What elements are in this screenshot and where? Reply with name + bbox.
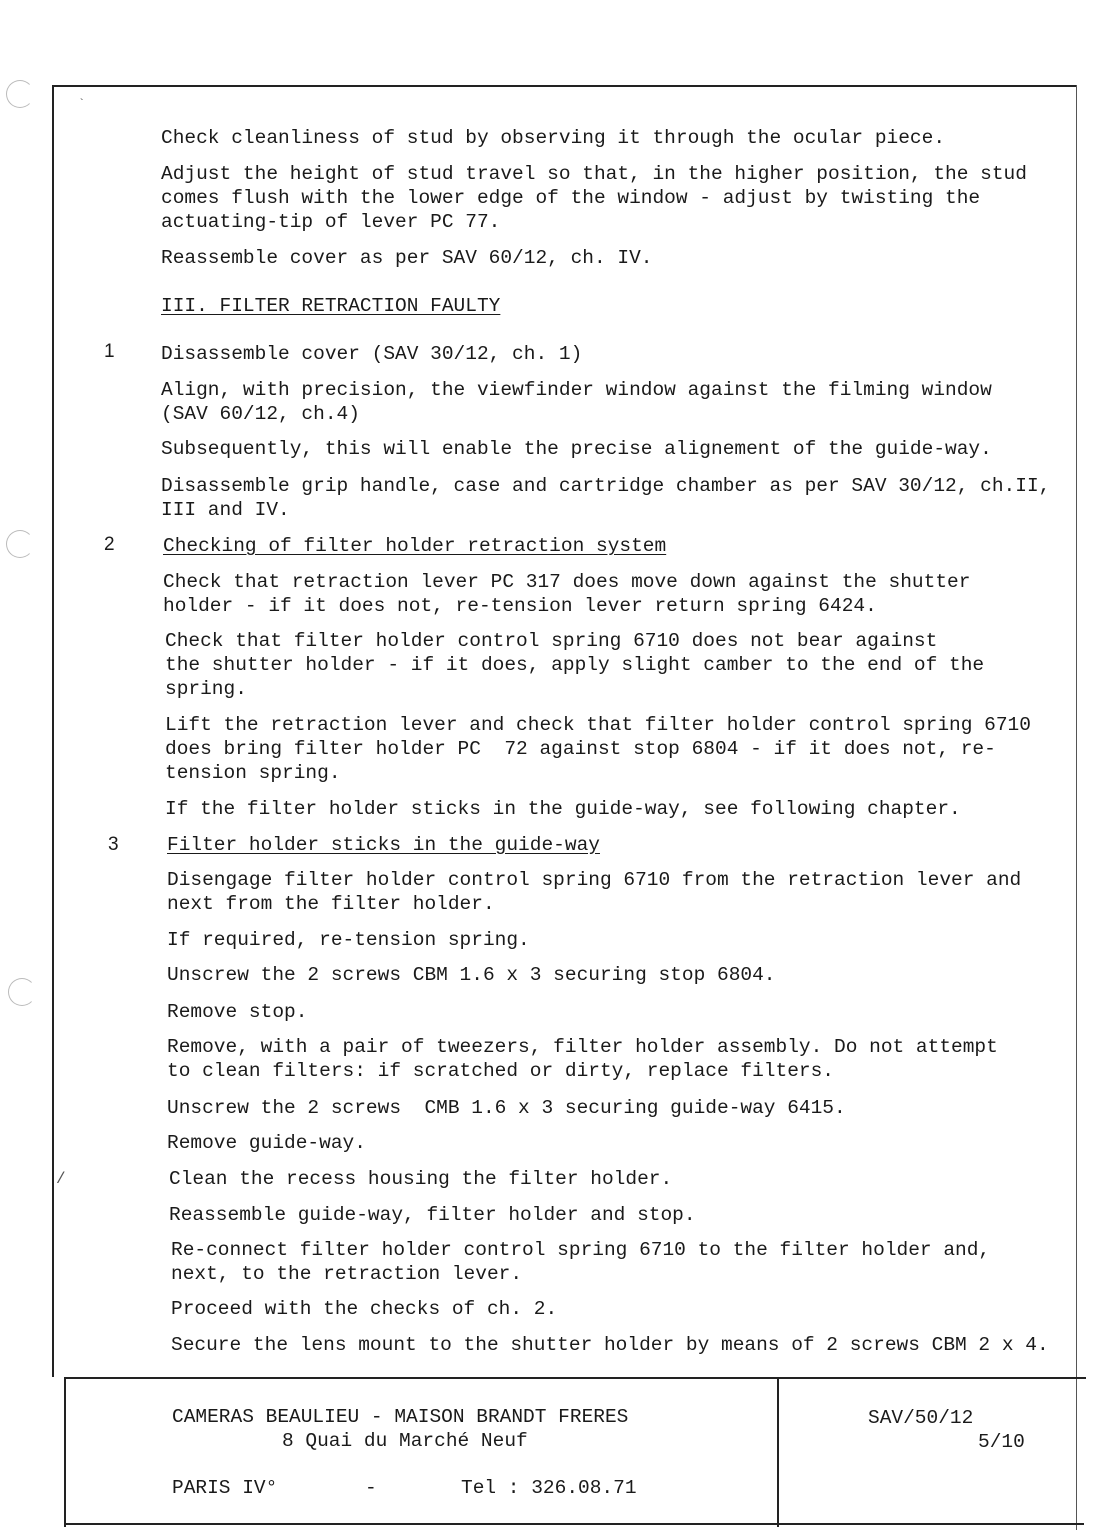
stray-mark: ` — [78, 97, 86, 111]
paragraph-lift-retraction-lever: Lift the retraction lever and check that filter holder control spring 6710 does bring filter holder PC 72 against stop 6804 - if it does not, re- tension spring. — [165, 714, 1031, 784]
footer-address: 8 Quai du Marché Neuf — [282, 1430, 528, 1452]
paragraph-secure-lens-mount: Secure the lens mount to the shutter holder by means of 2 screws CBM 2 x 4. — [171, 1334, 1049, 1356]
footer-city: PARIS IV° — [172, 1477, 278, 1499]
paragraph-retension: If required, re-tension spring. — [167, 929, 530, 951]
paragraph-if-sticks: If the filter holder sticks in the guide-way, see following chapter. — [165, 798, 961, 820]
paragraph-check-retraction-lever: Check that retraction lever PC 317 does move down against the shutter holder - if it does not, re-tension lever return spring 6424. — [163, 571, 971, 617]
paragraph-align-windows: Align, with precision, the viewfinder window against the filming window (SAV 60/12, ch.4) — [161, 379, 992, 425]
paragraph-disengage-spring: Disengage filter holder control spring 6710 from the retraction lever and next from the filter holder. — [167, 869, 1022, 915]
paragraph-remove-stop: Remove stop. — [167, 1001, 308, 1023]
page-frame-right — [1076, 85, 1077, 1530]
footer-frame-bottom — [64, 1523, 1084, 1525]
footer-page-number: 5/10 — [978, 1431, 1025, 1453]
step-number: 3 — [108, 834, 119, 855]
step-number: 1 — [104, 341, 115, 362]
footer-divider — [777, 1377, 779, 1527]
footer-document-reference: SAV/50/12 — [868, 1407, 974, 1429]
subheading-checking-retraction: Checking of filter holder retraction system — [163, 535, 667, 557]
footer-telephone: Tel : 326.08.71 — [461, 1477, 637, 1499]
paragraph-remove-guide-way: Remove guide-way. — [167, 1132, 366, 1154]
paragraph-unscrew-guide-way: Unscrew the 2 screws CMB 1.6 x 3 securing guide-way 6415. — [167, 1097, 846, 1119]
paragraph-adjust-stud-height: Adjust the height of stud travel so that, in the higher position, the stud comes flush with the lower edge of the window - adjust by twisting the actuating-tip of lever PC 77. — [161, 163, 1027, 233]
paragraph-clean-recess: Clean the recess housing the filter holder. — [169, 1168, 673, 1190]
step-number: 2 — [104, 534, 115, 555]
paragraph-proceed-checks: Proceed with the checks of ch. 2. — [171, 1298, 558, 1320]
binder-hole-middle — [6, 530, 34, 558]
page-frame-left — [52, 85, 54, 1377]
paragraph-disassemble-grip: Disassemble grip handle, case and cartridge chamber as per SAV 30/12, ch.II, III and IV. — [161, 475, 1051, 521]
footer-frame-left — [64, 1377, 66, 1527]
stray-mark: / — [56, 1170, 66, 1188]
paragraph-check-control-spring: Check that filter holder control spring 6710 does not bear against the shutter holder - if it does, apply slight camber to the end of the spring. — [165, 630, 985, 700]
section-heading: III. FILTER RETRACTION FAULTY — [161, 295, 501, 317]
paragraph-disassemble-cover: Disassemble cover (SAV 30/12, ch. 1) — [161, 343, 583, 365]
subheading-filter-sticks: Filter holder sticks in the guide-way — [167, 834, 600, 856]
paragraph-reassemble-guide-way: Reassemble guide-way, filter holder and stop. — [169, 1204, 696, 1226]
paragraph-remove-filter-holder: Remove, with a pair of tweezers, filter holder assembly. Do not attempt to clean filters: if scratched or dirty, replace filters. — [167, 1036, 998, 1082]
footer-dash: - — [365, 1477, 377, 1499]
paragraph-reconnect-spring: Re-connect filter holder control spring 6710 to the filter holder and, next, to the retraction lever. — [171, 1239, 991, 1285]
paragraph-subsequently: Subsequently, this will enable the precise alignement of the guide-way. — [161, 438, 992, 460]
paragraph-stud-cleanliness: Check cleanliness of stud by observing it through the ocular piece. — [161, 127, 946, 149]
binder-hole-top — [6, 80, 34, 108]
footer-frame-top — [64, 1377, 1086, 1379]
paragraph-reassemble-cover: Reassemble cover as per SAV 60/12, ch. IV. — [161, 247, 653, 269]
footer-company: CAMERAS BEAULIEU - MAISON BRANDT FRERES — [172, 1406, 629, 1428]
paragraph-unscrew-stop: Unscrew the 2 screws CBM 1.6 x 3 securing stop 6804. — [167, 964, 776, 986]
binder-hole-lower — [8, 978, 36, 1006]
page-frame-top — [52, 85, 1076, 87]
